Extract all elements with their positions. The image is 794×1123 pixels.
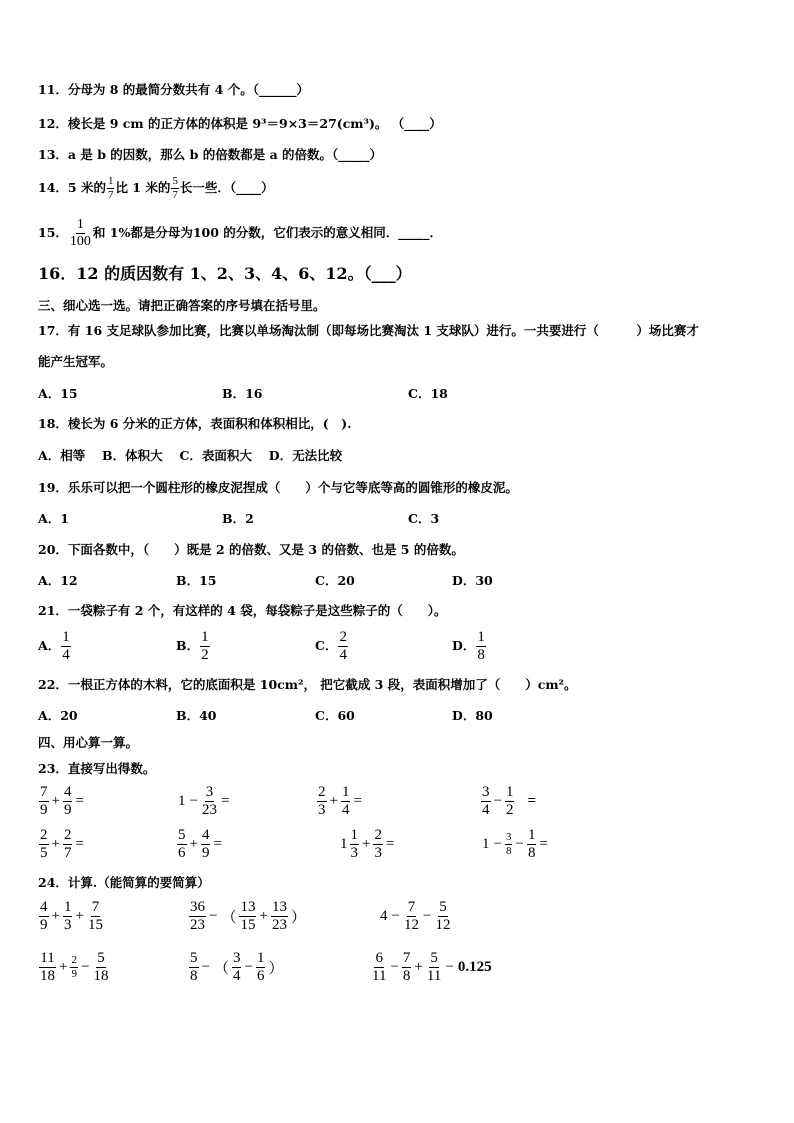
option-20b: B．15: [176, 573, 217, 588]
question-21: 21．一袋粽子有 2 个，有这样的 4 袋，每袋粽子是这些粽子的（ ）。: [38, 603, 447, 618]
calc-24-6: $\frac{6}{11}$ − $\frac{7}{8}$ + $\frac{5}{11}$ − 0.125: [372, 950, 492, 984]
calc-23-8: 1 − $\frac{3}{8}$ − $\frac{1}{8}$ =: [482, 827, 548, 861]
fraction: $\frac{1}{100}$: [69, 217, 91, 249]
question-16: 16．12 的质因数有 1、2、3、4、6、12。（___）: [38, 264, 412, 283]
option-21d: D． $\frac{1}{8}$: [452, 629, 485, 663]
calc-24-4: $\frac{11}{18}$ + $\frac{2}{9}$ − $\frac{5}{18}$: [40, 950, 109, 984]
question-18-options: A．相等 B．体积大 C．表面积大 D．无法比较: [38, 448, 343, 463]
question-24: 24．计算.（能简算的要简算）: [38, 875, 210, 890]
calc-24-3: 4 − $\frac{7}{12}$ − $\frac{5}{12}$: [380, 899, 451, 933]
option-20a: A．12: [38, 573, 78, 588]
section-3-heading: 三、细心选一选。请把正确答案的序号填在括号里。: [38, 298, 326, 313]
option-17c: C．18: [408, 386, 448, 401]
question-22: 22．一根正方体的木料，它的底面积是 10cm²， 把它截成 3 段，表面积增加了（ ）cm²。: [38, 677, 577, 692]
option-22c: C．60: [315, 708, 355, 723]
question-13: 13．a 是 b 的因数，那么 b 的倍数都是 a 的倍数。（_____）: [38, 147, 383, 162]
section-4-heading: 四、用心算一算。: [38, 735, 139, 750]
question-17-line1: 17．有 16 支足球队参加比赛，比赛以单场淘汰制（即每场比赛淘汰 1 支球队）进行。一共要进行（ ）场比赛才: [38, 323, 699, 338]
calc-23-6: $\frac{5}{6}$ + $\frac{4}{9}$ =: [178, 827, 222, 861]
question-20: 20．下面各数中，（ ）既是 2 的倍数、又是 3 的倍数、也是 5 的倍数。: [38, 542, 464, 557]
question-19: 19．乐乐可以把一个圆柱形的橡皮泥捏成（ ）个与它等底等高的圆锥形的橡皮泥。: [38, 480, 518, 495]
option-17a: A．15: [38, 386, 78, 401]
option-19a: A．1: [38, 511, 69, 526]
calc-24-5: $\frac{5}{8}$ − （ $\frac{3}{4}$ − $\frac{1}{6}$ ）: [190, 950, 284, 984]
calc-23-5: $\frac{2}{5}$ + $\frac{2}{7}$ =: [40, 827, 84, 861]
calc-24-2: $\frac{36}{23}$ − （ $\frac{13}{15}$ + $\frac{13}{23}$ ）: [190, 899, 306, 933]
question-17-line2: 能产生冠军。: [38, 354, 114, 369]
calc-23-7: 1 1 3 + $\frac{2}{3}$ =: [340, 827, 395, 861]
option-19b: B．2: [222, 511, 254, 526]
fraction: $\frac{1}{7}$: [107, 175, 114, 201]
option-20c: C．20: [315, 573, 355, 588]
calc-23-3: $\frac{2}{3}$ + $\frac{1}{4}$ =: [318, 784, 362, 818]
question-12: 12．棱长是 9 cm 的正方体的体积是 9³＝9×3＝27(cm³)。 （____）: [38, 116, 442, 131]
option-22d: D．80: [452, 708, 493, 723]
option-17b: B．16: [222, 386, 263, 401]
option-20d: D．30: [452, 573, 493, 588]
option-21a: A． $\frac{1}{4}$: [38, 629, 70, 663]
question-23: 23．直接写出得数。: [38, 761, 156, 776]
option-21c: C． $\frac{2}{4}$: [315, 629, 347, 663]
option-22a: A．20: [38, 708, 78, 723]
calc-23-2: 1 − $\frac{3}{23}$ =: [178, 784, 230, 818]
question-15: 15． $\frac{1}{100}$ 和 1%都是分母为100 的分数，它们表示的意义相同．_____．: [38, 217, 443, 249]
option-19c: C．3: [408, 511, 440, 526]
calc-23-4: $\frac{3}{4}$ − $\frac{1}{2}$ =: [482, 784, 537, 818]
question-11: 11．分母为 8 的最简分数共有 4 个。（______）: [38, 82, 309, 97]
question-14: 14．5 米的 $\frac{1}{7}$ 比 1 米的 $\frac{5}{7}$ 长一些．（____）: [38, 175, 274, 201]
fraction: $\frac{5}{7}$: [172, 175, 178, 201]
option-21b: B． $\frac{1}{2}$: [176, 629, 209, 663]
option-22b: B．40: [176, 708, 217, 723]
calc-23-1: $\frac{7}{9}$ + $\frac{4}{9}$ =: [40, 784, 84, 818]
question-18: 18．棱长为 6 分米的正方体，表面积和体积相比，( ).: [38, 416, 352, 431]
calc-24-1: $\frac{4}{9}$ + $\frac{1}{3}$ + $\frac{7}{15}$: [40, 899, 103, 933]
